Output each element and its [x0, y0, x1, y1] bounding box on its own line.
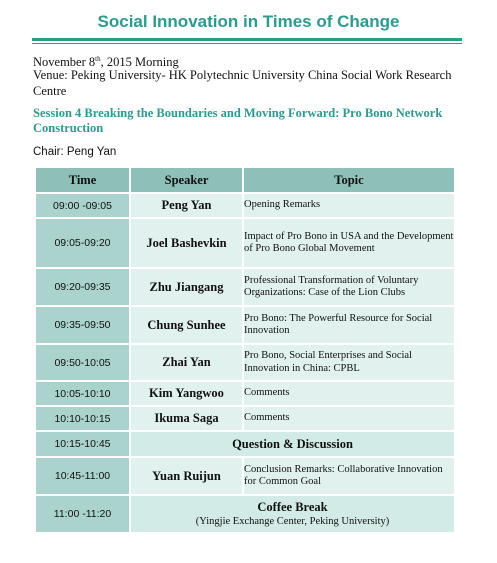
- title-rule-thin: [32, 43, 462, 44]
- row-speaker: Ikuma Saga: [130, 406, 243, 431]
- table-row: [35, 268, 455, 306]
- page-title: Social Innovation in Times of Change: [97, 12, 400, 31]
- schedule-table: [34, 166, 456, 534]
- venue-line: Venue: Peking University- HK Polytechnic University China Social Work Research Centre: [33, 68, 452, 98]
- table-row: [35, 406, 455, 431]
- table-row: [35, 218, 455, 268]
- date-main: November 8: [33, 55, 96, 69]
- row-topic: Impact of Pro Bono in USA and the Development of Pro Bono Global Movement: [243, 218, 455, 268]
- row-time: 09:05-09:20: [35, 218, 130, 268]
- date-rest: , 2015 Morning: [100, 55, 179, 69]
- coffee-break-cell: [130, 495, 455, 533]
- title-rule-thick: [32, 38, 462, 41]
- coffee-break-label: Coffee Break: [257, 500, 328, 514]
- row-time: 10:05-10:10: [35, 381, 130, 406]
- row-topic: Comments: [243, 381, 455, 406]
- row-time: 09:00 -09:05: [35, 193, 130, 218]
- row-topic: Pro Bono, Social Enterprises and Social Innovation in China: CPBL: [243, 344, 455, 381]
- row-topic: Conclusion Remarks: Collaborative Innovation for Common Goal: [243, 457, 455, 495]
- row-topic: Opening Remarks: [243, 193, 455, 218]
- discussion-label: Question & Discussion: [232, 436, 353, 451]
- row-speaker: Zhu Jiangang: [130, 268, 243, 306]
- row-topic: Professional Transformation of Voluntary Organizations: Case of the Lion Clubs: [243, 268, 455, 306]
- header-topic: Topic: [243, 167, 455, 193]
- header-time: Time: [35, 167, 130, 193]
- table-row: [35, 495, 455, 533]
- row-speaker: Kim Yangwoo: [130, 381, 243, 406]
- table-header-row: [35, 167, 455, 193]
- row-speaker: Joel Bashevkin: [130, 218, 243, 268]
- table-row: [35, 457, 455, 495]
- row-time: 09:20-09:35: [35, 268, 130, 306]
- row-speaker: Chung Sunhee: [130, 306, 243, 344]
- row-topic: Pro Bono: The Powerful Resource for Social Innovation: [243, 306, 455, 344]
- row-speaker: Yuan Ruijun: [130, 457, 243, 495]
- row-time: 09:35-09:50: [35, 306, 130, 344]
- row-speaker: Peng Yan: [130, 193, 243, 218]
- session-heading: Session 4 Breaking the Boundaries and Moving Forward: Pro Bono Network Construction: [33, 106, 443, 135]
- row-time: 11:00 -11:20: [35, 495, 130, 533]
- chair-line: Chair: Peng Yan: [33, 146, 117, 158]
- row-time: 10:10-10:15: [35, 406, 130, 431]
- table-row: [35, 306, 455, 344]
- row-time: 09:50-10:05: [35, 344, 130, 381]
- coffee-break-location: (Yingjie Exchange Center, Peking University): [195, 516, 390, 527]
- row-topic: Comments: [243, 406, 455, 431]
- discussion-cell: [130, 431, 455, 457]
- header-speaker: Speaker: [130, 167, 243, 193]
- table-row: [35, 431, 455, 457]
- table-row: [35, 381, 455, 406]
- row-time: 10:15-10:45: [35, 431, 130, 457]
- table-row: [35, 344, 455, 381]
- date-suffix: th: [95, 55, 101, 63]
- row-time: 10:45-11:00: [35, 457, 130, 495]
- row-speaker: Zhai Yan: [130, 344, 243, 381]
- table-row: [35, 193, 455, 218]
